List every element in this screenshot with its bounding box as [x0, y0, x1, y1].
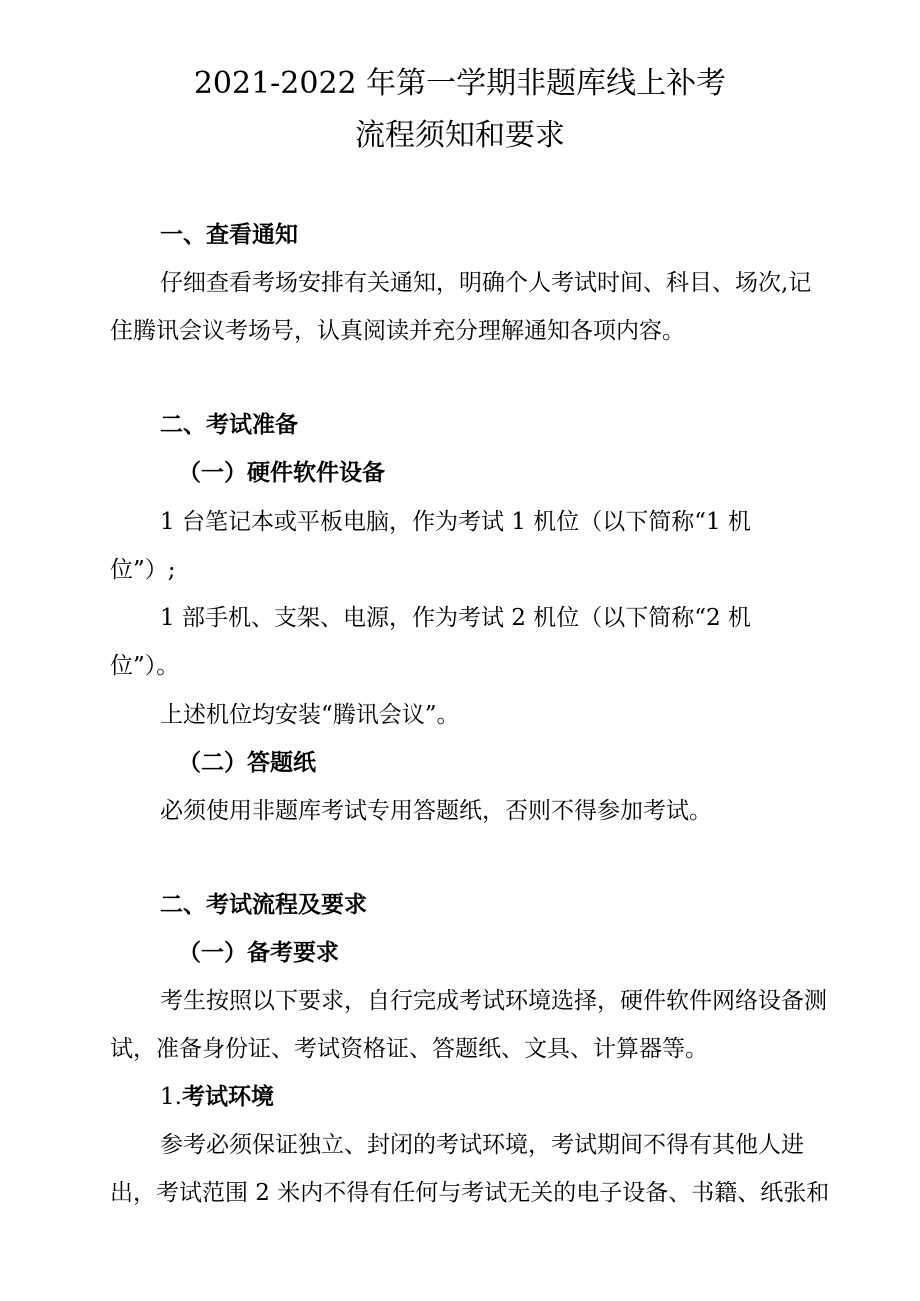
subheading-answer-sheet: （二）答题纸 — [178, 750, 316, 776]
document-title-line2: 流程须知和要求 — [355, 118, 565, 153]
paragraph-answer-sheet: 必须使用非题库考试专用答题纸，否则不得参加考试。 — [160, 798, 712, 824]
paragraph-environment-line1: 参考必须保证独立、封闭的考试环境，考试期间不得有其他人进 — [160, 1132, 804, 1158]
paragraph-notice-line2: 住腾讯会议考场号，认真阅读并充分理解通知各项内容。 — [110, 318, 685, 344]
document-title-line1: 2021-2022 年第一学期非题库线上补考 — [193, 66, 727, 101]
section-heading-notice: 一、查看通知 — [160, 222, 298, 248]
section-heading-exam-process: 二、考试流程及要求 — [160, 892, 367, 918]
item-number: 1. — [160, 1084, 182, 1110]
paragraph-requirements-line2: 试，准备身份证、考试资格证、答题纸、文具、计算器等。 — [110, 1036, 708, 1062]
paragraph-device-1-line1: 1 台笔记本或平板电脑，作为考试 1 机位（以下简称“1 机 — [160, 509, 751, 535]
paragraph-install-tencent-meeting: 上述机位均安装“腾讯会议”。 — [160, 702, 460, 728]
paragraph-device-1-line2: 位”）; — [110, 557, 176, 583]
paragraph-environment-line2: 出，考试范围 2 米内不得有任何与考试无关的电子设备、书籍、纸张和 — [110, 1180, 830, 1206]
item-heading-exam-environment — [160, 1080, 274, 1114]
item-heading-text: 考试环境 — [181, 1084, 274, 1110]
section-heading-preparation: 二、考试准备 — [160, 412, 298, 438]
subheading-hardware-software: （一）硬件软件设备 — [178, 460, 385, 486]
paragraph-requirements-line1: 考生按照以下要求，自行完成考试环境选择，硬件软件网络设备测 — [160, 988, 827, 1014]
paragraph-device-2-line1: 1 部手机、支架、电源，作为考试 2 机位（以下简称“2 机 — [160, 605, 751, 631]
paragraph-notice-line1: 仔细查看考场安排有关通知，明确个人考试时间、科目、场次,记 — [160, 270, 812, 296]
paragraph-device-2-line2: 位”）。 — [110, 653, 180, 679]
subheading-exam-preparation-requirements: （一）备考要求 — [178, 940, 339, 966]
